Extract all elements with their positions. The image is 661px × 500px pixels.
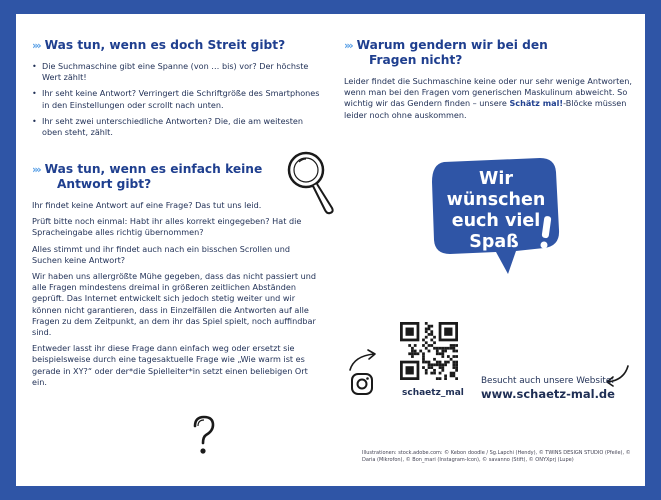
double-chevron-icon: ››› (344, 39, 352, 52)
qr-code[interactable] (400, 322, 458, 380)
qr-module (455, 355, 458, 358)
qr-module (452, 350, 455, 353)
qr-module (430, 366, 433, 369)
qr-module (436, 363, 439, 366)
qr-module (419, 350, 422, 353)
paragraph: Prüft bitte noch einmal: Habt ihr alles korrekt eingegeben? Hat die Spracheingabe alles richtig übernommen? (32, 216, 302, 238)
speech-bubble (426, 152, 566, 276)
qr-module (433, 372, 436, 375)
qr-module (441, 347, 444, 350)
qr-module (447, 361, 450, 364)
streit-list (32, 61, 322, 138)
keine-antwort-body (32, 200, 322, 388)
qr-module (433, 369, 436, 372)
magnifier-icon (284, 148, 340, 218)
qr-module (452, 372, 455, 375)
qr-module (430, 333, 433, 336)
qr-module (452, 366, 455, 369)
qr-module (439, 366, 442, 369)
qr-module (425, 328, 428, 331)
section-title-keine-antwort: ››› Was tun, wenn es einfach keine Antwort gibt? (32, 162, 263, 191)
qr-module (455, 344, 458, 347)
bubble-line: wünschen (446, 190, 546, 210)
qr-module (436, 377, 439, 380)
qr-module (422, 339, 425, 342)
gendern-paragraph: Leider findet die Suchmaschine keine oder nur sehr wenige Antworten, wenn man bei den Fragen vom generischen Maskulinum abweicht. So wichtig wir das Gendern finden – unsere Schätz mal!-Blöcke müssen leider noch ohne auskommen. (344, 76, 632, 120)
double-chevron-icon: ››› (32, 163, 40, 176)
section-streit (32, 38, 322, 143)
qr-module (436, 347, 439, 350)
instagram-icon[interactable] (350, 372, 374, 396)
qr-module (430, 344, 433, 347)
qr-module (425, 361, 428, 364)
qr-module (450, 374, 453, 377)
curved-arrow-icon (346, 348, 380, 374)
qr-module (428, 350, 431, 353)
qr-module (452, 363, 455, 366)
qr-module (428, 333, 431, 336)
qr-module (411, 355, 414, 358)
qr-module (439, 347, 442, 350)
qr-module (422, 352, 425, 355)
qr-module (436, 361, 439, 364)
paragraph: Ihr findet keine Antwort auf eine Frage? Das tut uns leid. (32, 200, 262, 210)
qr-module (417, 352, 420, 355)
qr-module (439, 361, 442, 364)
instagram-handle[interactable]: schaetz_mal (402, 388, 464, 398)
qr-module (422, 355, 425, 358)
qr-module (439, 377, 442, 380)
double-chevron-icon: ››› (32, 39, 40, 52)
qr-module (455, 377, 458, 380)
qr-module (444, 361, 447, 364)
qr-module (450, 372, 453, 375)
qr-module (425, 369, 428, 372)
qr-module (452, 347, 455, 350)
qr-module (425, 322, 428, 325)
qr-module (428, 366, 431, 369)
question-mark-icon (190, 414, 218, 458)
qr-module (441, 369, 444, 372)
qr-module (452, 355, 455, 358)
qr-module (433, 347, 436, 350)
bubble-line: Wir (479, 169, 513, 189)
qr-module (414, 344, 417, 347)
qr-module (428, 325, 431, 328)
section-gendern (344, 38, 634, 126)
qr-module (450, 358, 453, 361)
qr-module (441, 355, 444, 358)
qr-module (447, 347, 450, 350)
qr-module (444, 363, 447, 366)
paragraph: Entweder lasst ihr diese Frage dann einfach weg oder ersetzt sie beispielsweise durch eine tagesaktuelle Frage wie „Wie warm ist es gerade in XY?“ oder der*die Spielleiter*in setzt einen beliebigen Ort ein. (32, 343, 308, 387)
website-link[interactable]: www.schaetz-mal.de (481, 387, 615, 401)
qr-module (444, 377, 447, 380)
illustration-credits: Illustrationen: stock.adobe.com: © Kebon doodle / Sg.Lapchi (Hendy), © TWINS DESIGN STUDIO (Pfeile), © Daria (Mikrofon), © Bon_mari (Instagram-Icon), © savanno (Stift), © ONYXprj (Lupe) (362, 450, 631, 463)
qr-module (433, 336, 436, 339)
qr-module (425, 330, 428, 333)
qr-module (422, 366, 425, 369)
qr-module (428, 344, 431, 347)
qr-module (436, 352, 439, 355)
qr-module (436, 350, 439, 353)
qr-module (414, 352, 417, 355)
qr-module (447, 355, 450, 358)
qr-module (425, 372, 428, 375)
qr-module (408, 344, 411, 347)
paragraph: Alles stimmt und ihr findet auch nach ein bisschen Scrollen und Suchen keine Antwort? (32, 243, 291, 265)
qr-module (411, 352, 414, 355)
list-item: • Die Suchmaschine gibt eine Spanne (von … bis) vor? Der höchste Wert zählt! (32, 61, 322, 83)
qr-module (425, 341, 428, 344)
qr-module (430, 325, 433, 328)
qr-module (430, 339, 433, 342)
qr-module (444, 350, 447, 353)
section-title-streit: ››› Was tun, wenn es doch Streit gibt? (32, 38, 286, 52)
brand-name: Schätz mal! (509, 98, 564, 109)
qr-module (439, 363, 442, 366)
qr-module (428, 328, 431, 331)
qr-module (406, 366, 414, 374)
qr-module (422, 344, 425, 347)
section-title-gendern: ››› Warum gendern wir bei den Fragen nicht? (344, 38, 548, 67)
qr-module (430, 372, 433, 375)
qr-module (450, 347, 453, 350)
qr-module (411, 347, 414, 350)
qr-module (433, 341, 436, 344)
qr-module (433, 363, 436, 366)
qr-module (406, 328, 414, 336)
qr-module (455, 366, 458, 369)
qr-module (441, 366, 444, 369)
qr-module (411, 350, 414, 353)
qr-module (444, 328, 452, 336)
qr-module (425, 336, 428, 339)
qr-module (455, 361, 458, 364)
qr-module (441, 363, 444, 366)
qr-module (430, 330, 433, 333)
qr-module (422, 358, 425, 361)
bubble-line: Spaß (469, 232, 519, 252)
qr-module (450, 344, 453, 347)
qr-module (428, 363, 431, 366)
qr-module (428, 361, 431, 364)
qr-module (455, 363, 458, 366)
list-item: • Ihr seht zwei unterschiedliche Antworten? Die, die am weitesten oben steht, zählt. (32, 116, 322, 138)
qr-module (444, 347, 447, 350)
qr-module (414, 350, 417, 353)
qr-module (439, 352, 442, 355)
bubble-line: euch viel (451, 211, 541, 231)
qr-module (430, 363, 433, 366)
visit-text: Besucht auch unsere Website: (481, 376, 615, 386)
qr-module (425, 347, 428, 350)
qr-module (444, 374, 447, 377)
qr-module (455, 350, 458, 353)
list-item: • Ihr seht keine Antwort? Verringert die Schriftgröße des Smartphones in den Einstellungen oder scrollt nach unten. (32, 88, 322, 110)
qr-module (452, 361, 455, 364)
qr-module (408, 352, 411, 355)
qr-module (452, 374, 455, 377)
paragraph: Wir haben uns allergrößte Mühe gegeben, dass das nicht passiert und alle Fragen mindestens dreimal in größeren zeitlichen Abständen geprüft. Das Internet entwickelt sich jedoch stetig weiter und wir können nicht garantieren, dass in Einzelfällen die Antworten auf alle Fragen zu dem Zeitpunkt, an dem ihr das Spiel spielt, noch auffindbar sind. (32, 271, 316, 338)
qr-module (439, 372, 442, 375)
qr-module (452, 344, 455, 347)
qr-module (455, 369, 458, 372)
qr-module (441, 350, 444, 353)
qr-module (441, 352, 444, 355)
qr-module (433, 358, 436, 361)
instruction-card (16, 14, 645, 486)
section-keine-antwort (32, 162, 322, 393)
qr-module (422, 361, 425, 364)
